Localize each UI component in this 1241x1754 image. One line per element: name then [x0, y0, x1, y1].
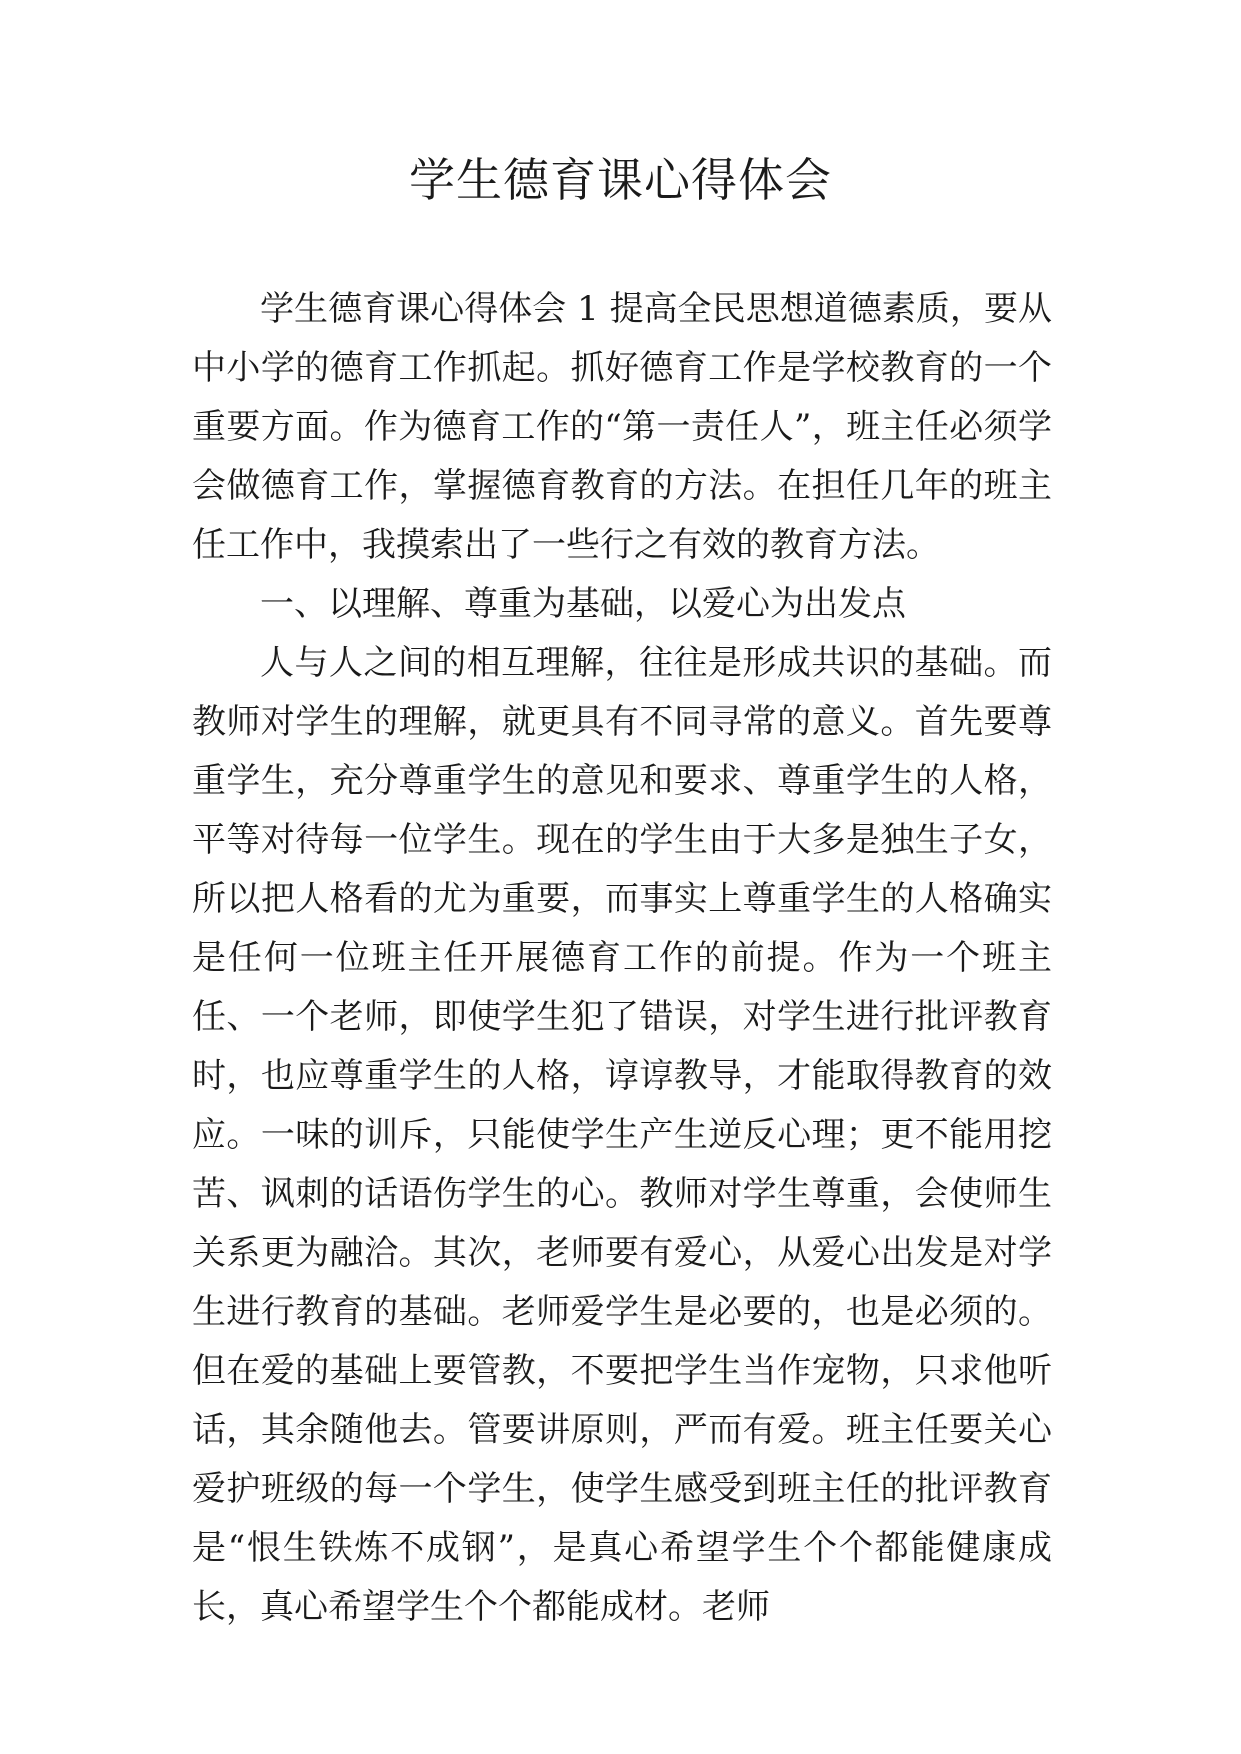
- document-body: [192, 280, 1052, 1637]
- document-title: 学生德育课心得体会: [409, 153, 832, 207]
- paragraph-section-1: 人与人之间的相互理解，往往是形成共识的基础。而教师对学生的理解，就更具有不同寻常的意义。首先要尊重学生，充分尊重学生的意见和要求、尊重学生的人格，平等对待每一位学生。现在的学生由于大多是独生子女，所以把人格看的尤为重要，而事实上尊重学生的人格确实是任何一位班主任开展德育工作的前提。作为一个班主任、一个老师，即使学生犯了错误，对学生进行批评教育时，也应尊重学生的人格，谆谆教导，才能取得教育的效应。一味的训斥，只能使学生产生逆反心理；更不能用挖苦、讽刺的话语伤学生的心。教师对学生尊重，会使师生关系更为融洽。其次，老师要有爱心，从爱心出发是对学生进行教育的基础。老师爱学生是必要的，也是必须的。但在爱的基础上要管教，不要把学生当作宠物，只求他听话，其余随他去。管要讲原则，严而有爱。班主任要关心爱护班级的每一个学生，使学生感受到班主任的批评教育是“恨生铁炼不成钢”，是真心希望学生个个都能健康成长，真心希望学生个个都能成材。老师: [192, 643, 1052, 1627]
- section-heading-1: 一、以理解、尊重为基础，以爱心为出发点: [260, 584, 906, 624]
- paragraph-intro: 学生德育课心得体会 1 提高全民思想道德素质，要从中小学的德育工作抓起。抓好德育工作是学校教育的一个重要方面。作为德育工作的“第一责任人”，班主任必须学会做德育工作，掌握德育教育的方法。在担任几年的班主任工作中，我摸索出了一些行之有效的教育方法。: [192, 289, 1052, 565]
